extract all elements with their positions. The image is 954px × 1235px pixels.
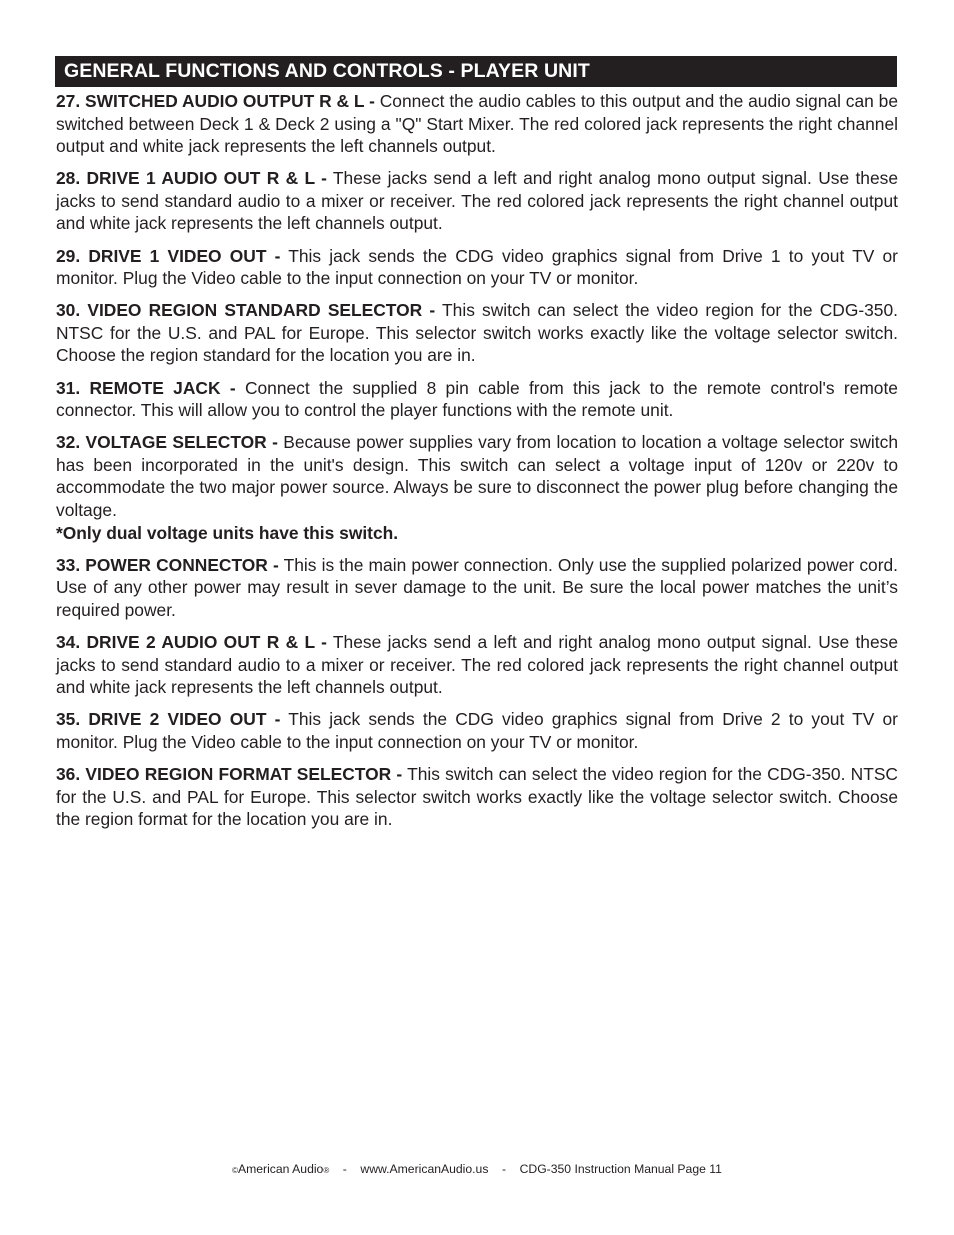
entry-text: These jacks send a left and right analog mono output signal. Use these jacks to send standard audio to a mixer or receiver. The red colored jack represents the right channel output and white jack represents the left channels output. [56, 631, 898, 698]
entry-35-drive-2-video-out [56, 708, 898, 753]
section-title: GENERAL FUNCTIONS AND CONTROLS - PLAYER UNIT [64, 60, 590, 82]
entry-term: 27. SWITCHED AUDIO OUTPUT R & L - [56, 91, 375, 111]
entry-text: This switch can select the video region for the CDG-350. NTSC for the U.S. and PAL for Europe. This selector switch works exactly like the voltage selector switch. Choose the region standard for the location you are in. [56, 300, 898, 366]
entry-27-switched-audio-output [56, 90, 898, 158]
entry-33-power-connector [56, 554, 898, 622]
page-footer [0, 1161, 954, 1179]
entry-36-video-region-format-selector [56, 763, 898, 831]
entry-term: 35. DRIVE 2 VIDEO OUT - [56, 709, 281, 730]
footer-page-label: CDG-350 Instruction Manual Page 11 [519, 1162, 722, 1176]
entry-term: 36. VIDEO REGION FORMAT SELECTOR - [56, 763, 403, 784]
entry-term: 29. DRIVE 1 VIDEO OUT - [56, 245, 281, 266]
entry-30-video-region-standard-selector [56, 299, 898, 367]
entry-term: 31. REMOTE JACK - [56, 377, 236, 398]
section-header [55, 56, 897, 87]
footer-separator: - [342, 1162, 347, 1176]
entry-term: 33. POWER CONNECTOR - [56, 554, 279, 575]
entry-term: 32. VOLTAGE SELECTOR - [56, 432, 278, 453]
copyright-symbol: © [232, 1166, 238, 1175]
voltage-note: *Only dual voltage units have this switch. [56, 522, 399, 543]
entry-term: 28. DRIVE 1 AUDIO OUT R & L - [56, 168, 327, 189]
entry-text: This switch can select the video region for the CDG-350. NTSC for the U.S. and PAL for Europe. This selector switch works exactly like the voltage selector switch. Choose the region format for the location you are in. [56, 763, 898, 830]
entry-text: This jack sends the CDG video graphics signal from Drive 1 to yout TV or monitor. Plug the Video cable to the input connection on your TV or monitor. [56, 245, 898, 289]
entry-text: This is the main power connection. Only use the supplied polarized power cord. Use of any other power may result in sever damage to the unit. Be sure the local power matches the unit’s required power. [56, 554, 898, 620]
entry-term: 30. VIDEO REGION STANDARD SELECTOR - [56, 300, 436, 321]
entry-term: 34. DRIVE 2 AUDIO OUT R & L - [56, 631, 327, 652]
entry-31-remote-jack [56, 377, 898, 422]
entry-text: These jacks send a left and right analog mono output signal. Use these jacks to send standard audio to a mixer or receiver. The red colored jack represents the right channel output and white jack represents the left channels output. [56, 168, 898, 234]
footer-brand: American Audio [237, 1162, 324, 1176]
entry-34-drive-2-audio-out [56, 631, 898, 699]
entries-list [56, 90, 898, 840]
entry-text: This jack sends the CDG video graphics signal from Drive 2 to yout TV or monitor. Plug the Video cable to the input connection on your TV or monitor. [56, 709, 898, 752]
entry-text: Connect the supplied 8 pin cable from this jack to the remote control's remote connector. This will allow you to control the player functions with the remote unit. [56, 377, 898, 421]
entry-text: Because power supplies vary from location to location a voltage selector switch has been incorporated in the unit's design. This switch can select a voltage input of 120v or 220v to accommodate the two major power source. Always be sure to disconnect the power plug before changing the voltage. [56, 432, 898, 520]
footer-separator: - [501, 1162, 507, 1176]
entry-29-drive-1-video-out [56, 245, 898, 290]
entry-text: Connect the audio cables to this output and the audio signal can be switched between Deck 1 & Deck 2 using a "Q" Start Mixer. The red colored jack represents the right channel output and white jack represents the left channels output. [56, 91, 898, 157]
registered-symbol: ® [323, 1166, 330, 1175]
entry-28-drive-1-audio-out [56, 167, 898, 235]
entry-32-voltage-selector [56, 431, 898, 521]
footer-website: www.AmericanAudio.us [360, 1162, 489, 1176]
